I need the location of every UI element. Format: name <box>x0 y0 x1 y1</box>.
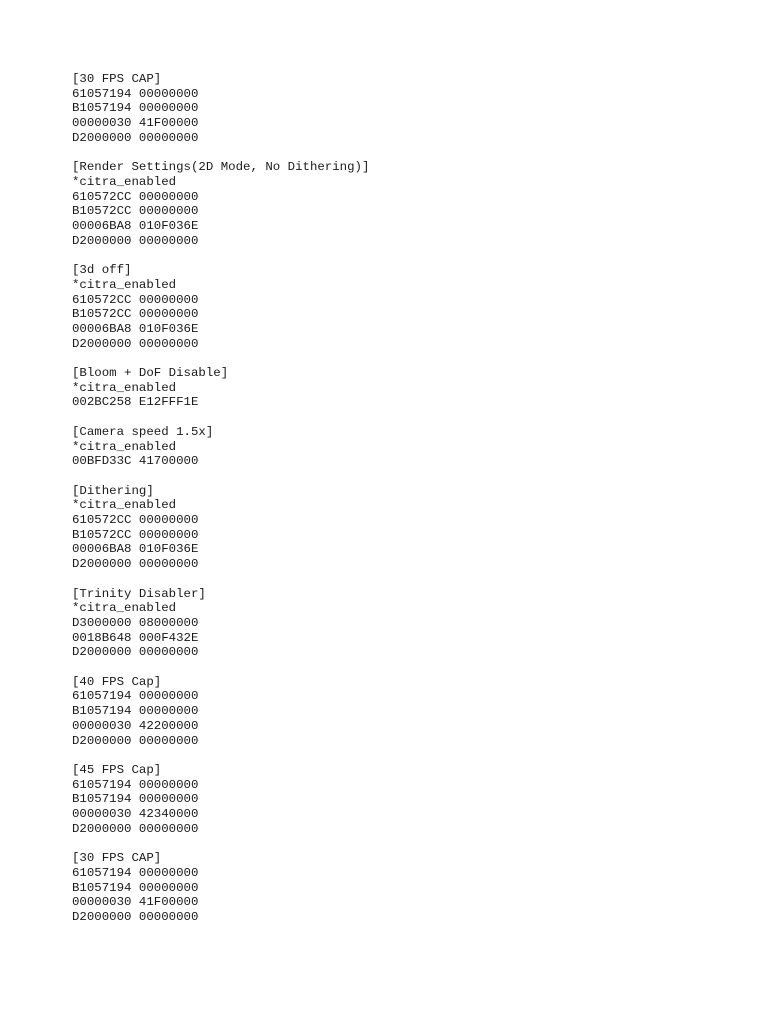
cheat-title: [3d off] <box>72 263 132 278</box>
cheat-block-camera-speed <box>72 425 768 469</box>
cheat-block-45fps-cap <box>72 763 768 837</box>
cheat-code-line: *citra_enabled <box>72 601 177 616</box>
cheat-code-line: 00006BA8 010F036E <box>72 321 199 336</box>
cheat-code-line: 00000030 41F00000 <box>72 895 199 910</box>
cheat-code-line: 610572CC 00000000 <box>72 292 199 307</box>
cheat-code-line: 002BC258 E12FFF1E <box>72 395 199 410</box>
cheat-block-40fps-cap <box>72 675 768 749</box>
cheat-block-render-settings <box>72 160 768 248</box>
cheat-code-line: *citra_enabled <box>72 277 177 292</box>
cheat-title: [Camera speed 1.5x] <box>72 424 214 439</box>
cheat-code-line: B10572CC 00000000 <box>72 307 199 322</box>
cheat-code-line: 61057194 00000000 <box>72 777 199 792</box>
cheat-code-line: *citra_enabled <box>72 498 177 513</box>
cheat-code-line: B10572CC 00000000 <box>72 527 199 542</box>
cheat-code-line: D2000000 00000000 <box>72 130 199 145</box>
cheat-code-line: D2000000 00000000 <box>72 909 199 924</box>
cheat-code-line: 61057194 00000000 <box>72 86 199 101</box>
cheat-code-line: D2000000 00000000 <box>72 557 199 572</box>
cheat-title: [30 FPS CAP] <box>72 72 162 86</box>
cheat-code-line: 00000030 42340000 <box>72 807 199 822</box>
cheat-code-line: *citra_enabled <box>72 174 177 189</box>
cheat-code-line: 00BFD33C 41700000 <box>72 454 199 469</box>
cheat-block-30fps-cap-repeat <box>72 851 768 925</box>
cheat-code-line: D2000000 00000000 <box>72 733 199 748</box>
cheat-title: [Bloom + DoF Disable] <box>72 366 229 381</box>
cheat-code-line: D2000000 00000000 <box>72 821 199 836</box>
cheat-code-line: D2000000 00000000 <box>72 233 199 248</box>
cheat-title: [Trinity Disabler] <box>72 586 206 601</box>
cheat-code-line: 61057194 00000000 <box>72 689 199 704</box>
cheat-code-line: *citra_enabled <box>72 380 177 395</box>
cheat-code-line: 610572CC 00000000 <box>72 513 199 528</box>
cheat-code-line: B1057194 00000000 <box>72 880 199 895</box>
cheat-title: [30 FPS CAP] <box>72 851 162 866</box>
cheat-code-line: 0018B648 000F432E <box>72 630 199 645</box>
cheat-block-30fps-cap <box>72 72 768 146</box>
cheat-code-line: D2000000 00000000 <box>72 645 199 660</box>
cheat-code-line: B1057194 00000000 <box>72 101 199 116</box>
cheat-title: [45 FPS Cap] <box>72 762 162 777</box>
cheat-code-line: B1057194 00000000 <box>72 704 199 719</box>
cheat-block-bloom-dof <box>72 366 768 410</box>
cheat-block-3d-off <box>72 263 768 351</box>
cheat-block-dithering <box>72 484 768 572</box>
cheat-code-line: 00000030 42200000 <box>72 718 199 733</box>
cheat-code-line: 61057194 00000000 <box>72 865 199 880</box>
cheat-title: [40 FPS Cap] <box>72 674 162 689</box>
cheat-code-line: 00006BA8 010F036E <box>72 219 199 234</box>
cheat-code-line: 610572CC 00000000 <box>72 189 199 204</box>
cheat-code-line: 00006BA8 010F036E <box>72 542 199 557</box>
cheat-title: [Dithering] <box>72 483 154 498</box>
cheat-code-line: B1057194 00000000 <box>72 792 199 807</box>
cheat-code-line: *citra_enabled <box>72 439 177 454</box>
cheat-title: [Render Settings(2D Mode, No Dithering)] <box>72 160 370 175</box>
cheat-code-line: D3000000 08000000 <box>72 615 199 630</box>
cheat-code-line: D2000000 00000000 <box>72 336 199 351</box>
cheat-block-trinity-disabler <box>72 587 768 661</box>
cheat-code-line: 00000030 41F00000 <box>72 116 199 131</box>
cheat-code-line: B10572CC 00000000 <box>72 204 199 219</box>
